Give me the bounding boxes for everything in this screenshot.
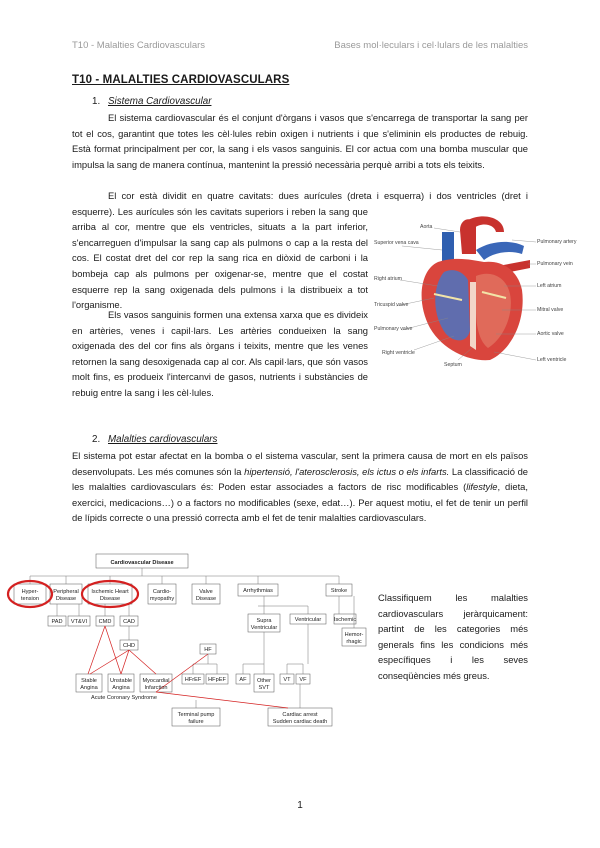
section-number-1: 1. bbox=[92, 96, 101, 107]
label-supra-2: Ventricular bbox=[250, 625, 278, 631]
p2-text-c: , dieta, exercici, medicacions…) o a factors no modificables (sexe, edat…). Per aquest motiu, el fet de tenir un perfil de lípids correcte o una pressió correcta amb el fet de tenir malalties cardiovasculars. bbox=[72, 481, 528, 524]
label-chd: CHD bbox=[122, 643, 136, 649]
label-valve-1: Valve bbox=[199, 589, 213, 595]
label-tricuspid-valve: Tricuspid valve bbox=[374, 302, 409, 308]
p2-text-italic: hipertensió, l'aterosclerosis, els ictus o els infarts. bbox=[244, 465, 450, 477]
label-hfref: HFrEF bbox=[184, 677, 202, 683]
label-hfpef: HFpEF bbox=[208, 677, 226, 683]
label-cardiac-arrest-1: Cardiac arrest bbox=[282, 712, 318, 718]
label-hemorrhagic-1: Hemor- bbox=[344, 632, 364, 638]
header-left: T10 - Malalties Cardiovasculars bbox=[72, 40, 206, 51]
label-superior-vena-cava: Superior vena cava bbox=[374, 240, 419, 246]
label-cmd: CMD bbox=[98, 619, 112, 625]
label-stroke: Stroke bbox=[330, 588, 348, 594]
label-cad: CAD bbox=[123, 619, 135, 625]
label-mi-2: Infarction bbox=[144, 685, 168, 691]
label-af: AF bbox=[239, 677, 247, 683]
label-pad: PAD bbox=[51, 619, 63, 625]
label-stable-1: Stable bbox=[81, 678, 97, 684]
label-peripheral-2: Disease bbox=[55, 596, 77, 602]
label-valve-2: Disease bbox=[195, 596, 217, 602]
label-cardiomyopathy-2: myopathy bbox=[149, 596, 175, 602]
label-cardiomyopathy-1: Cardio- bbox=[152, 589, 172, 595]
label-terminal-1: Terminal pump bbox=[177, 712, 215, 718]
label-hf: HF bbox=[204, 647, 212, 653]
label-other-svt-2: SVT bbox=[258, 685, 270, 691]
label-septum: Septum bbox=[444, 362, 462, 368]
label-pulmonary-artery: Pulmonary artery bbox=[537, 239, 577, 245]
label-vt: VT bbox=[283, 677, 291, 683]
septum-shape bbox=[470, 282, 476, 350]
pulmonary-artery-shape bbox=[476, 242, 524, 260]
page-title: T10 - MALALTIES CARDIOVASCULARS bbox=[72, 74, 290, 86]
label-pulmonary-valve: Pulmonary valve bbox=[374, 326, 413, 332]
section-heading-2 bbox=[92, 434, 217, 445]
label-right-ventricle: Right ventricle bbox=[382, 350, 415, 356]
p2-text-a: El sistema pot estar afectat en la bomba o el sistema vascular, sent la primera causa de mort en els països desenvolupats. Les més comunes són la bbox=[72, 450, 528, 477]
label-vf: VF bbox=[299, 677, 307, 683]
section-label-1: Sistema Cardiovascular bbox=[108, 96, 212, 107]
label-ischemic-2: Disease bbox=[99, 596, 121, 602]
label-right-atrium: Right atrium bbox=[374, 276, 402, 282]
heart-anatomy-diagram bbox=[372, 210, 577, 373]
paragraph-blood-vessels: Els vasos sanguinis formen una extensa xarxa que es divideix en artèries, venes i capil·lars. Les artèries condueixen la sang oxigenada des del cor fins als òrgans i teixits, mentre que les venes retornen la sang desoxigenada cap al cor. Als capil·lars, que són vasos molt fins, es produeix l'intercanvi de gasos, nutrients i substàncies de rebuig entre la sang i les cèl·lules. bbox=[72, 309, 368, 398]
label-supra-1: Supra bbox=[256, 618, 272, 624]
section-heading-1 bbox=[92, 96, 211, 107]
label-stable-2: Angina bbox=[80, 685, 98, 691]
header-right: Bases mol·leculars i cel·lulars de les malalties bbox=[334, 40, 528, 51]
label-terminal-2: failure bbox=[188, 719, 204, 725]
label-unstable-2: Angina bbox=[112, 685, 130, 691]
label-mitral-valve: Mitral valve bbox=[537, 307, 564, 313]
label-vtvi: VT&VI bbox=[70, 619, 88, 625]
page-number: 1 bbox=[297, 800, 303, 811]
label-hypertension-1: Hyper- bbox=[21, 589, 39, 595]
label-other-svt-1: Other bbox=[257, 678, 271, 684]
label-unstable-1: Unstable bbox=[109, 678, 133, 684]
label-hemorrhagic-2: rhagic bbox=[346, 639, 362, 645]
label-ventricular: Ventricular bbox=[294, 617, 322, 623]
label-ischemic-stroke: Ischemic bbox=[333, 617, 357, 623]
p2-text-b: La classificació de les malalties cardiovasculars és: Poden estar associades a factors de risc modificables ( bbox=[72, 465, 528, 493]
label-arrhythmias: Arrhythmias bbox=[243, 588, 273, 594]
p2-text-lifestyle: lifestyle bbox=[466, 481, 498, 493]
label-acs: Acute Coronary Syndrome bbox=[91, 695, 157, 701]
label-cardiac-arrest-2: Sudden cardiac death bbox=[272, 719, 328, 725]
paragraph-heart-chambers-text: El cor està dividit en quatre cavitats: dues aurícules (dreta i esquerra) i dos ventricles (dret i esquerre). Les aurícules són les cavitats superiors i reben la sang que arriba al cor, mentre que els ventricles, situats a la part inferior, s'encarreguen d'impulsar la sang cap als pulmons o cap a la resta del cos. El costat dret del cor rep la sang rica en diòxid de carboni i la bombeja cap als pulmons per oxigenar-se, mentre que el costat esquerre rep la sang oxigenada dels pulmons i la distribueix a tot l'organisme. bbox=[72, 190, 528, 311]
label-aortic-valve: Aortic valve bbox=[537, 331, 564, 337]
label-aorta: Aorta bbox=[420, 224, 433, 230]
section-number-2: 2. bbox=[92, 434, 101, 445]
label-left-ventricle: Left ventricle bbox=[537, 357, 567, 363]
label-ischemic-1: Ischemic Heart bbox=[91, 589, 129, 595]
label-peripheral-1: Peripheral bbox=[53, 589, 79, 595]
label-root: Cardiovascular Disease bbox=[110, 560, 174, 566]
label-left-atrium: Left atrium bbox=[537, 283, 562, 289]
label-hypertension-2: tension bbox=[20, 596, 40, 602]
paragraph-cardiovascular-system: El sistema cardiovascular és el conjunt d'òrgans i vasos que s'encarrega de transportar la sang per tot el cos, garantint que totes les cèl·lules rebin oxigen i nutrients i que s'eliminin els productes de rebuig. Està format principalment per cor, la sang i els vasos sanguinis. El cor actua com una bomba muscular que impulsa la sang de manera contínua, mantenint la pressió necessària perquè arribi a tots els teixits. bbox=[72, 112, 528, 170]
section-label-2: Malalties cardiovasculars bbox=[108, 434, 218, 445]
side-note-classification: Classifiquem les malalties cardiovasculars jeràrquicament: partint de les categories més generals fins les condicions més específiques i les seves conseqüències més greus. bbox=[378, 592, 528, 681]
label-pulmonary-vein: Pulmonary vein bbox=[537, 261, 573, 267]
cvd-classification-diagram bbox=[12, 552, 368, 730]
label-mi-1: Myocardial bbox=[142, 678, 170, 684]
paragraph-cardiovascular-diseases bbox=[72, 448, 528, 526]
